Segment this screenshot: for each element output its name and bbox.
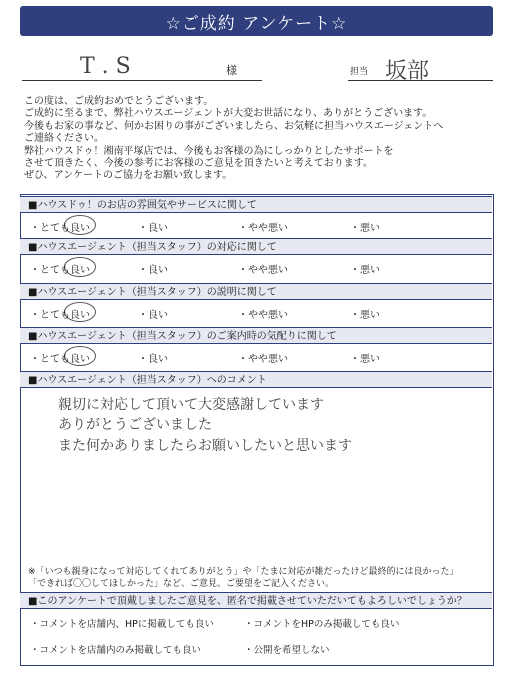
intro-line: ご成約に至るまで、弊社ハウスエージェントが大変お世話になり、ありがとうございます。 — [24, 108, 433, 120]
option-bad[interactable]: ・悪い — [350, 354, 380, 365]
intro-text — [24, 96, 494, 183]
option-somewhat-bad[interactable]: ・やや悪い — [238, 265, 288, 276]
option-good[interactable]: ・良い — [138, 310, 168, 321]
option-very-good[interactable]: ・とても良い — [30, 265, 90, 276]
option-good[interactable]: ・良い — [138, 223, 168, 234]
staff-name: 坂部 — [385, 59, 430, 84]
option-hp-only[interactable]: ・コメントをHPのみ掲載しても良い — [244, 619, 400, 630]
intro-line: この度は、ご成約おめでとうございます。 — [24, 96, 214, 107]
comment-line: また何かありましたらお願いしたいと思います — [58, 438, 352, 454]
option-bad[interactable]: ・悪い — [350, 310, 380, 321]
option-bad[interactable]: ・悪い — [350, 223, 380, 234]
intro-line: ぜひ、アンケートのご協力をお願い致します。 — [24, 170, 233, 182]
question-2-heading: ■ハウスエージェント（担当スタッフ）の対応に関して — [20, 238, 492, 255]
footnote-line: ※「いつも親身になって対応してくれてありがとう」や「たまに対応が雑だったけど最終的には良かった」 — [28, 567, 459, 577]
question-2-options — [20, 257, 492, 279]
survey-title: ☆ご成約 アンケート☆ — [20, 6, 493, 36]
staff-label: 担当 — [350, 67, 369, 77]
staff-name-line — [348, 80, 493, 81]
question-4-options — [20, 346, 492, 368]
option-store-and-hp[interactable]: ・コメントを店舗内、HPに掲載しても良い — [30, 619, 214, 630]
option-good[interactable]: ・良い — [138, 265, 168, 276]
question-3-options — [20, 302, 492, 324]
customer-name-line — [22, 80, 262, 81]
option-somewhat-bad[interactable]: ・やや悪い — [238, 223, 288, 234]
publication-heading: ■このアンケートで頂戴しましたご意見を、匿名で掲載させていただいてもよろしいでしょうか？ — [20, 592, 492, 609]
intro-line: 弊社ハウスドゥ！湘南平塚店では、今後もお客様の為にしっかりとしたサポートを — [24, 145, 394, 157]
question-1-heading: ■ハウスドゥ！のお店の雰囲気やサービスに関して — [20, 196, 492, 213]
intro-line: 今後もお家の事など、何かお困りの事がございましたら、お気軽に担当ハウスエージェントへ — [24, 120, 444, 132]
option-store-only[interactable]: ・コメントを店舗内のみ掲載しても良い — [30, 645, 202, 656]
comment-heading: ■ハウスエージェント（担当スタッフ）へのコメント — [20, 371, 492, 388]
question-1-options — [20, 215, 492, 237]
comment-line: ありがとうございました — [58, 417, 212, 433]
option-somewhat-bad[interactable]: ・やや悪い — [238, 354, 288, 365]
comment-footnote — [28, 566, 459, 590]
option-very-good[interactable]: ・とても良い — [30, 223, 90, 234]
customer-name: T . S — [80, 54, 131, 79]
option-good[interactable]: ・良い — [138, 354, 168, 365]
honorific: 様 — [226, 64, 237, 77]
publication-options-row-2 — [20, 638, 492, 658]
intro-line: させて頂きたく、今後の参考にお客様のご意見を頂きたいと考えております。 — [24, 158, 373, 170]
intro-line: ご連絡ください。 — [24, 133, 104, 145]
publication-options-row-1 — [20, 612, 492, 632]
footnote-line: 「できれば〇〇してほしかった」など、ご意見、ご要望をご記入ください。 — [28, 579, 335, 589]
comment-line: 親切に対応して頂いて大変感謝しています — [58, 397, 324, 413]
question-4-heading: ■ハウスエージェント（担当スタッフ）のご案内時の気配りに関して — [20, 327, 492, 344]
option-very-good[interactable]: ・とても良い — [30, 354, 90, 365]
option-very-good[interactable]: ・とても良い — [30, 310, 90, 321]
option-no-publication[interactable]: ・公開を希望しない — [244, 645, 330, 656]
option-bad[interactable]: ・悪い — [350, 265, 380, 276]
option-somewhat-bad[interactable]: ・やや悪い — [238, 310, 288, 321]
question-3-heading: ■ハウスエージェント（担当スタッフ）の説明に関して — [20, 283, 492, 300]
